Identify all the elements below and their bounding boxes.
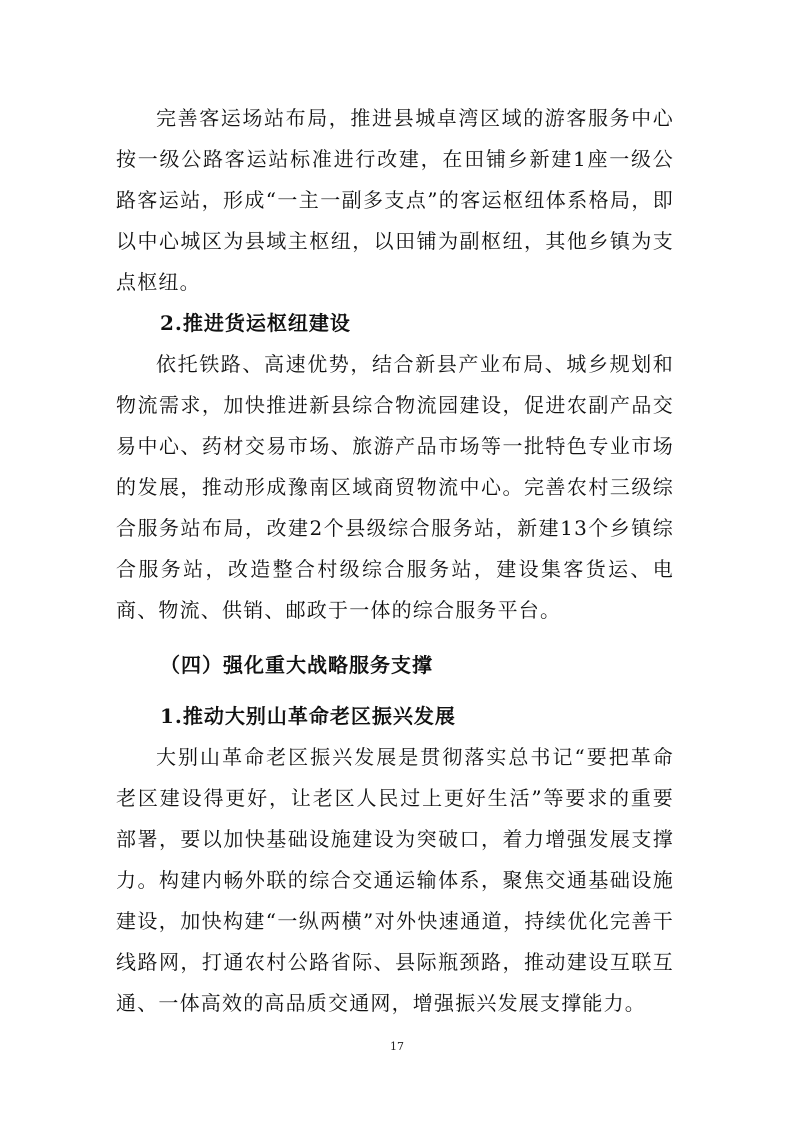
paragraph-freight-hub: 依托铁路、高速优势，结合新县产业布局、城乡规划和物流需求，加快推进新县综合物流园建设，促进农副产品交易中心、药材交易市场、旅游产品市场等一批特色专业市场的发展，推动形成豫南区域商贸物流中心。完善农村三级综合服务站布局，改建2个县级综合服务站，新建13个乡镇综合服务站，改造整合村级综合服务站，建设集客货运、电商、物流、供销、邮政于一体的综合服务平台。 bbox=[116, 352, 674, 622]
section-heading-strategy-support: （四）强化重大战略服务支撑 bbox=[160, 653, 433, 677]
heading-freight-hub: 2.推进货运枢纽建设 bbox=[160, 311, 351, 335]
heading-dabieshan-revitalization: 1.推动大别山革命老区振兴发展 bbox=[160, 704, 456, 728]
paragraph-passenger-hubs: 完善客运场站布局，推进县城卓湾区域的游客服务中心按一级公路客运站标准进行改建，在田铺乡新建1座一级公路客运站，形成“一主一副多支点”的客运枢纽体系格局，即以中心城区为县域主枢纽，以田铺为副枢纽，其他乡镇为支点枢纽。 bbox=[116, 106, 674, 294]
page-number: 17 bbox=[390, 1040, 404, 1053]
paragraph-dabieshan-revitalization: 大别山革命老区振兴发展是贯彻落实总书记“要把革命老区建设得更好，让老区人民过上更好生活”等要求的重要部署，要以加快基础设施建设为突破口，着力增强发展支撑力。构建内畅外联的综合交通运输体系，聚焦交通基础设施建设，加快构建“一纵两横”对外快速通道，持续优化完善干线路网，打通农村公路省际、县际瓶颈路，推动建设互联互通、一体高效的高品质交通网，增强振兴发展支撑能力。 bbox=[116, 745, 674, 1015]
